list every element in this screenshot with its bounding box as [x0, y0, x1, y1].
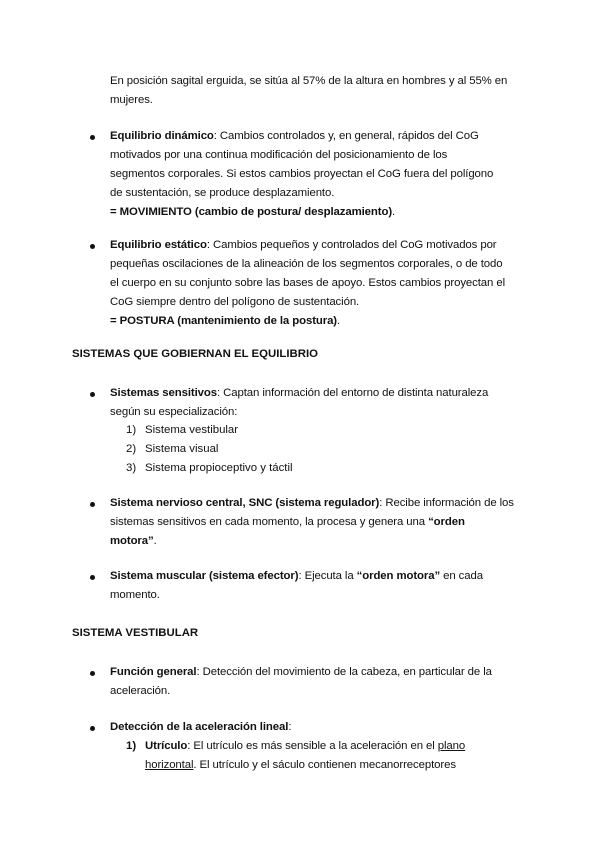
sensory-line-1: : Captan información del entorno de distinta naturaleza: [217, 387, 489, 399]
bullet-dynamic: [90, 135, 95, 140]
sensory-term: Sistemas sensitivos: [110, 387, 218, 399]
static-line-4: CoG siempre dentro del polígono de sustentación.: [110, 296, 360, 308]
snc-item: [110, 494, 514, 551]
dynamic-term: Equilibrio dinámico: [110, 130, 214, 142]
snc-line-1: : Recibe información de los: [379, 497, 514, 509]
bullet-linear: [90, 726, 95, 731]
static-term: Equilibrio estático: [110, 239, 207, 251]
intro-paragraph: [110, 72, 507, 110]
bullet-general: [90, 671, 95, 676]
static-line-1: : Cambios pequeños y controlados del CoG motivados por: [206, 239, 497, 251]
general-line-1: : Detección del movimiento de la cabeza, en particular de la: [196, 666, 492, 678]
static-line-3: el cuerpo en su conjunto sobre las bases de apoyo. Estos cambios proyectan el: [110, 277, 506, 289]
muscular-line-2: momento.: [110, 589, 160, 601]
bullet-sensory: [90, 392, 95, 397]
muscular-line-1c: en cada: [440, 570, 483, 582]
dynamic-line-3: segmentos corporales. Si estos cambios proyectan el CoG fuera del polígono: [110, 168, 494, 180]
dynamic-balance-item: [110, 127, 493, 222]
static-result: = POSTURA (mantenimiento de la postura): [110, 315, 337, 327]
sensory-item-1-number: 1): [126, 424, 137, 436]
dynamic-line-1: : Cambios controlados y, en general, rápidos del CoG: [213, 130, 479, 142]
sensory-item-2-label: Sistema visual: [145, 443, 219, 455]
static-balance-item: [110, 236, 505, 331]
bullet-static: [90, 244, 95, 249]
utricle-line-1: : El utrículo es más sensible a la aceleración en el: [187, 740, 438, 752]
utricle-item: [145, 737, 465, 775]
dynamic-result: = MOVIMIENTO (cambio de postura/ desplazamiento): [110, 206, 393, 218]
static-result-end: .: [337, 315, 341, 327]
snc-line-3-end: .: [153, 535, 157, 547]
sensory-item-1-label: Sistema vestibular: [145, 424, 239, 436]
linear-line-1: :: [288, 721, 292, 733]
sensory-systems-item: [110, 384, 488, 422]
general-line-2: aceleración.: [110, 685, 171, 697]
static-line-2: pequeñas oscilaciones de la alineación de los segmentos corporales, o de todo: [110, 258, 503, 270]
dynamic-result-end: .: [392, 206, 396, 218]
dynamic-line-4: de sustentación, se produce desplazamiento.: [110, 187, 335, 199]
snc-line-2: sistemas sensitivos en cada momento, la procesa y genera una: [110, 516, 429, 528]
sensory-item-2-number: 2): [126, 443, 137, 455]
muscular-line-1a: : Ejecuta la: [298, 570, 357, 582]
general-term: Función general: [110, 666, 197, 678]
bullet-snc: [90, 502, 95, 507]
utricle-number: 1): [126, 740, 137, 752]
bullet-muscular: [90, 575, 95, 580]
sensory-item-3-number: 3): [126, 462, 137, 474]
muscular-term: Sistema muscular (sistema efector): [110, 570, 299, 582]
linear-term: Detección de la aceleración lineal: [110, 721, 289, 733]
snc-motora: motora”: [110, 535, 154, 547]
intro-line-2: mujeres.: [110, 94, 153, 106]
utricle-plano: plano: [437, 740, 466, 752]
linear-acceleration-item: [110, 718, 291, 737]
intro-line-1: En posición sagital erguida, se sitúa al 57% de la altura en hombres y al 55% en: [110, 75, 508, 87]
dynamic-line-2: motivados por una continua modificación del posicionamiento de los: [110, 149, 448, 161]
section-heading-systems: SISTEMAS QUE GOBIERNAN EL EQUILIBRIO: [72, 348, 318, 360]
general-function-item: [110, 663, 492, 701]
snc-term: Sistema nervioso central, SNC (sistema regulador): [110, 497, 380, 509]
muscular-orden-motora: “orden motora”: [356, 570, 441, 582]
utricle-term: Utrículo: [145, 740, 188, 752]
section-heading-vestibular: SISTEMA VESTIBULAR: [72, 627, 199, 639]
utricle-horizontal: horizontal: [145, 759, 194, 771]
sensory-line-2: según su especialización:: [110, 406, 238, 418]
sensory-item-3-label: Sistema propioceptivo y táctil: [145, 462, 293, 474]
utricle-line-2: . El utrículo y el sáculo contienen mecanorreceptores: [193, 759, 456, 771]
snc-orden: “orden: [428, 516, 465, 528]
muscular-item: [110, 567, 483, 605]
